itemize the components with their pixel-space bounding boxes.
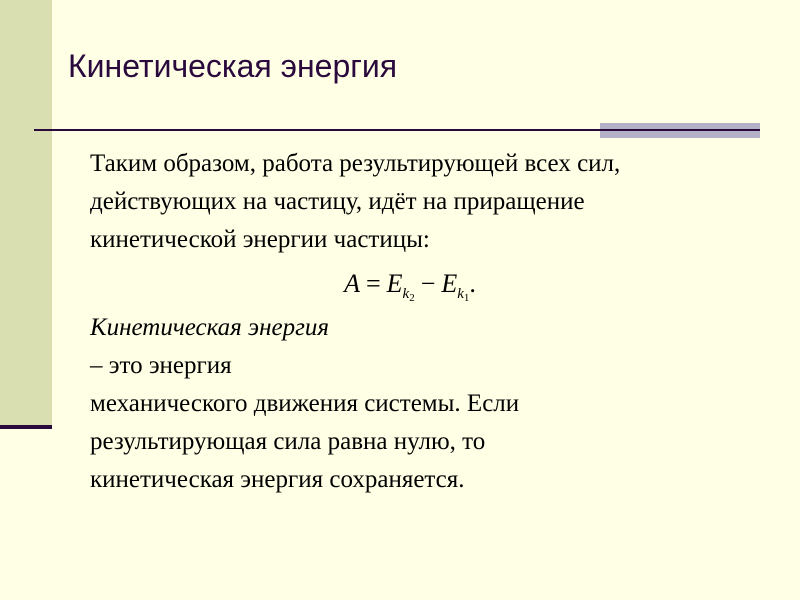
- text-line: действующих на частицу, идёт на приращение: [90, 188, 585, 215]
- formula-term2: E: [441, 269, 458, 298]
- slide-body: [90, 145, 760, 499]
- text-line: кинетическая энергия сохраняется.: [90, 466, 465, 493]
- left-decor-bar: [0, 0, 52, 426]
- formula-term1: E: [386, 269, 403, 298]
- formula-term2-subsub: 1: [463, 292, 470, 304]
- formula-term2-sub: k: [457, 286, 464, 302]
- left-decor-underline: [0, 425, 52, 429]
- text-line: механического движения системы. Если: [90, 390, 520, 417]
- title-rule-accent-line: [600, 129, 760, 131]
- formula-minus: −: [420, 269, 436, 298]
- slide-title: Кинетическая энергия: [68, 48, 398, 84]
- formula-lhs: A: [344, 269, 360, 298]
- text-line: результирующая сила равна нулю, то: [90, 428, 486, 455]
- formula-term1-subsub: 2: [409, 292, 415, 304]
- paragraph-work-energy: [90, 145, 760, 259]
- paragraph-kinetic-definition: [90, 309, 760, 499]
- formula-end: .: [469, 269, 476, 298]
- text-line: [90, 309, 760, 385]
- text-line: кинетической энергии частицы:: [90, 226, 430, 253]
- defined-term: Кинетическая энергия: [90, 314, 329, 341]
- work-energy-formula: [60, 259, 760, 309]
- formula-equals: =: [365, 269, 381, 298]
- formula-term1-sub: k: [402, 286, 410, 302]
- text-fragment: – это энергия: [90, 352, 232, 379]
- text-line: Таким образом, работа результирующей всех сил,: [90, 150, 621, 177]
